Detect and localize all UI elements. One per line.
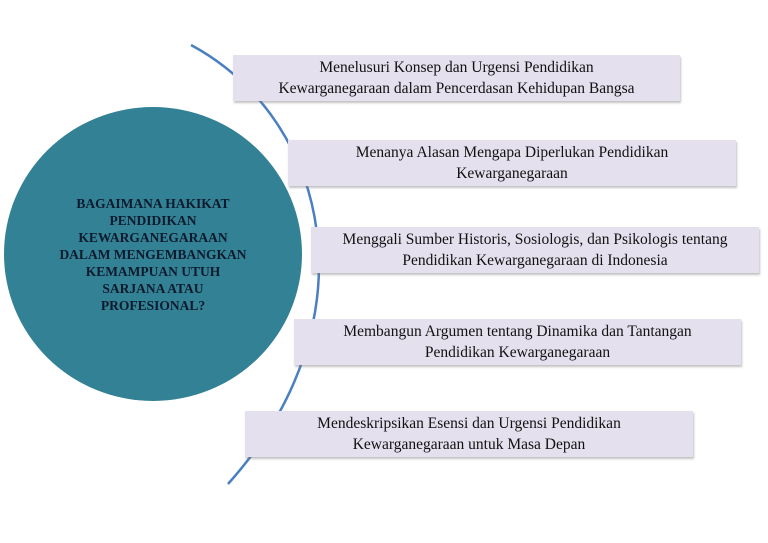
topic-line: Kewarganegaraan — [456, 165, 568, 182]
topic-line: Menanya Alasan Mengapa Diperlukan Pendidikan — [355, 144, 669, 161]
center-question-circle — [4, 107, 302, 401]
topic-line: Pendidikan Kewarganegaraan — [424, 344, 611, 361]
topic-line: Kewarganegaraan untuk Masa Depan — [352, 436, 586, 453]
topic-line: Membangun Argumen tentang Dinamika dan Tantangan — [343, 323, 692, 340]
topic-box-4 — [294, 319, 741, 365]
center-question-line: SARJANA ATAU — [102, 280, 204, 296]
center-question-text — [59, 195, 246, 314]
center-question-line: BAGAIMANA HAKIKAT — [76, 195, 230, 211]
topic-line: Menelusuri Konsep dan Urgensi Pendidikan — [319, 59, 594, 76]
center-question-line: PENDIDIKAN — [109, 212, 197, 228]
topic-line: Kewarganegaraan dalam Pencerdasan Kehidupan Bangsa — [278, 80, 635, 97]
center-question-line: PROFESIONAL? — [100, 297, 206, 313]
topic-box-2 — [288, 140, 736, 186]
topic-line: Mendeskripsikan Esensi dan Urgensi Pendidikan — [317, 415, 621, 432]
topic-box-3 — [311, 227, 759, 273]
center-question-line: KEWARGANEGARAAN — [78, 229, 228, 245]
topic-line: Menggali Sumber Historis, Sosiologis, dan Psikologis tentang — [342, 231, 728, 248]
center-question-line: DALAM MENGEMBANGKAN — [59, 246, 247, 262]
topic-box-1 — [233, 55, 680, 101]
center-question-line: KEMAMPUAN UTUH — [85, 263, 221, 279]
topic-line: Pendidikan Kewarganegaraan di Indonesia — [402, 252, 668, 269]
topic-box-5 — [245, 411, 693, 457]
